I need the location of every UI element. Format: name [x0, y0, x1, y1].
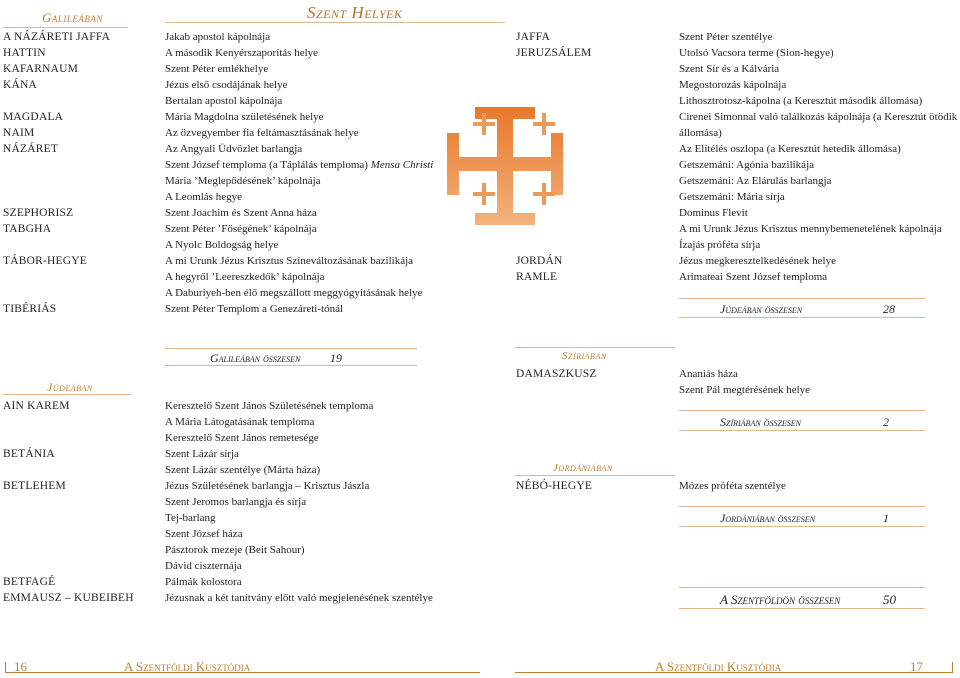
galilea-site-text: Szent Péter emlékhelye: [165, 63, 269, 75]
galilea-place-label: KÁNA: [3, 79, 38, 91]
galilea-place-label: A NÁZÁRETI JAFFA: [3, 31, 111, 43]
divider: [3, 27, 128, 28]
galilea-site-entry: [165, 61, 268, 77]
divider: [515, 347, 675, 348]
syria-site-entry: [679, 382, 810, 398]
galilea-site-text: A Nyolc Boldogság helye: [165, 239, 279, 251]
jerusalem-place-label: JAFFA: [516, 31, 551, 43]
galilea-site-text: A Daburiyeh-ben élő megszállott meggyógyításának helye: [165, 287, 423, 299]
galilea-site-entry: [165, 109, 324, 125]
jerusalem-site-entry: [679, 93, 922, 109]
judea-place-label: BETÁNIA: [3, 448, 55, 460]
judea-place-label: AIN KAREM: [3, 400, 70, 412]
galilea-site-entry: [165, 29, 270, 45]
jerusalem-site-entry: [679, 61, 779, 77]
judea-site-text: Szent Jeromos barlangja és sírja: [165, 496, 307, 508]
jerusalem-site-text: Getszemáni: Agónia bazilikája: [679, 159, 815, 171]
syria-site-text: Szent Pál megtérésének helye: [679, 384, 811, 396]
page-title: Szent Helyek: [307, 3, 403, 22]
judea-site-text: A Mária Látogatásának temploma: [165, 416, 315, 428]
jerusalem-site-text: Arimateai Szent József temploma: [679, 271, 828, 283]
divider: [165, 348, 417, 349]
divider: [3, 394, 131, 395]
jerusalem-site-text: Dominus Flevit: [679, 207, 748, 219]
galilea-site-text: Szent Péter Templom a Genezáreti-tónál: [165, 303, 344, 315]
jerusalem-site-text: Getszemáni: Mária sírja: [679, 191, 785, 203]
galilea-site-text: A hegyről ’Leereszkedők’ kápolnája: [165, 271, 325, 283]
judea-site-text: Jézus Születésének barlangja – Krisztus Jászla: [165, 480, 370, 492]
jerusalem-place-label: RAMLE: [516, 271, 558, 283]
footer-title-left: A Szentföldi Kusztódia: [124, 659, 251, 674]
syria-place-label: DAMASZKUSZ: [516, 368, 597, 380]
jerusalem-site-entry: [679, 29, 772, 45]
section-heading-jordan: Jordániában: [553, 462, 613, 474]
divider: [165, 22, 505, 23]
judea-site-entry: [165, 574, 242, 590]
galilea-site-entry: [165, 301, 343, 317]
section-heading-galilea: Galileában: [42, 10, 103, 25]
jerusalem-site-entry: [679, 157, 814, 173]
galilea-site-italic: Mensa Christi: [370, 159, 434, 171]
grand-total-label: A Szentföldön összesen: [720, 592, 841, 607]
divider: [679, 587, 925, 588]
judea-site-entry: [165, 590, 433, 606]
galilea-site-entry: [165, 125, 359, 141]
judea-site-entry: [165, 526, 243, 542]
galilea-site-text: Az Angyali Üdvözlet barlangja: [165, 143, 303, 155]
judea-site-entry: [165, 430, 319, 446]
galilea-site-entry: [165, 269, 325, 285]
galilea-site-entry: [165, 221, 317, 237]
jerusalem-site-text: Getszemáni: Az Elárulás barlangja: [679, 175, 832, 187]
jerusalem-site-entry: [679, 269, 827, 285]
page-number-left: 16: [14, 659, 27, 674]
jerusalem-site-text: A mi Urunk Jézus Krisztus mennybemenetelének kápolnája: [679, 223, 942, 235]
galilea-site-entry: [165, 285, 423, 301]
jerusalem-site-entry: [679, 221, 942, 237]
jerusalem-site-entry: [679, 253, 836, 269]
galilea-place-label: NAIM: [3, 127, 35, 139]
jordan-total-label: Jordániában összesen: [720, 511, 815, 525]
galilea-site-text: Mária ’Meglepődésének’ kápolnája: [165, 175, 321, 187]
jerusalem-site-text: Szent Sír és a Kálvária: [679, 63, 780, 75]
galilea-place-label: MAGDALA: [3, 111, 64, 123]
jerusalem-site-text: Utolsó Vacsora terme (Sion-hegye): [679, 47, 834, 59]
galilea-site-entry: [165, 93, 282, 109]
jordan-site-entry: [679, 478, 786, 494]
divider: [679, 298, 925, 299]
divider: [679, 608, 925, 609]
divider: [679, 526, 925, 527]
galilea-site-text: Jakab apostol kápolnája: [165, 31, 271, 43]
judea-site-text: Dávid ciszternája: [165, 560, 242, 572]
galilea-site-entry: [165, 237, 278, 253]
jerusalem-site-entry: [679, 45, 834, 61]
judea-site-text: Keresztelő Szent János Születésének temploma: [165, 400, 374, 412]
judea-site-text: Jézusnak a két tanítvány előtt való megjelenésének szentélye: [165, 592, 433, 604]
galilea-place-label: HATTIN: [3, 47, 46, 59]
galilea-site-text: Szent Péter ’Főségének’ kápolnája: [165, 223, 317, 235]
jerusalem-site-text: Jézus megkeresztelkedésének helye: [679, 255, 836, 267]
jerusalem-place-label: JERUZSÁLEM: [516, 47, 592, 59]
galilea-site-text: A második Kenyérszaporítás helye: [165, 47, 319, 59]
divider: [679, 430, 925, 431]
galilea-place-label: NÁZÁRET: [3, 143, 59, 155]
jerusalem-site-entry: [679, 205, 748, 221]
syria-total-label: Szíriában összesen: [720, 415, 801, 429]
jerusalem-site-text: Az Elítélés oszlopa (a Keresztút hetedik állomása): [679, 143, 901, 155]
jerusalem-site-entry: [679, 141, 901, 157]
syria-site-text: Ananiás háza: [679, 368, 738, 380]
galilea-site-entry: [165, 45, 318, 61]
footer-right-tick: [952, 662, 953, 672]
judea-site-text: Szent Lázár sírja: [165, 448, 239, 460]
jerusalem-site-entry: [679, 125, 722, 141]
judea-site-entry: [165, 478, 369, 494]
judea-site-entry: [165, 558, 242, 574]
galilea-site-text: Bertalan apostol kápolnája: [165, 95, 283, 107]
jerusalem-site-text: Szent Péter szentélye: [679, 31, 773, 43]
page-number-right: 17: [910, 659, 923, 674]
galilea-site-text: Jézus első csodájának helye: [165, 79, 288, 91]
galilea-site-text: A Leomlás hegye: [165, 191, 242, 203]
jerusalem-site-text: Megostorozás kápolnája: [679, 79, 787, 91]
galilea-site-entry: [165, 157, 433, 173]
judea-total-value: 28: [883, 302, 895, 316]
jerusalem-site-text: Lithosztrotosz-kápolna (a Keresztút második állomása): [679, 95, 923, 107]
galilea-site-entry: [165, 141, 302, 157]
divider: [679, 410, 925, 411]
grand-total-value: 50: [883, 592, 896, 607]
judea-site-entry: [165, 446, 239, 462]
jordan-place-label: NÉBÓ-HEGYE: [516, 480, 593, 492]
jordan-site-text: Mózes próféta szentélye: [679, 480, 786, 492]
galilea-place-label: TIBÉRIÁS: [3, 303, 57, 315]
section-heading-judea: Júdeában: [47, 380, 93, 394]
divider: [679, 506, 925, 507]
judea-site-text: Keresztelő Szent János remetesége: [165, 432, 319, 444]
judea-place-label: EMMAUSZ – KUBEIBEH: [3, 592, 134, 604]
judea-site-entry: [165, 462, 320, 478]
judea-site-text: Pásztorok mezeje (Beit Sahour): [165, 544, 305, 556]
galilea-site-entry: [165, 189, 242, 205]
syria-site-entry: [679, 366, 738, 382]
galilea-site-entry: [165, 173, 321, 189]
jerusalem-site-text: állomása): [679, 127, 722, 139]
galilea-place-label: SZEPHORISZ: [3, 207, 74, 219]
judea-site-entry: [165, 494, 306, 510]
galilea-place-label: TÁBOR-HEGYE: [3, 255, 87, 267]
jerusalem-site-entry: [679, 77, 786, 93]
judea-place-label: BETFAGÉ: [3, 576, 56, 588]
jerusalem-site-entry: [679, 237, 760, 253]
syria-total-value: 2: [883, 415, 889, 429]
footer-title-right: A Szentföldi Kusztódia: [655, 659, 782, 674]
judea-site-text: Tej-barlang: [165, 512, 216, 524]
judea-site-entry: [165, 542, 305, 558]
galilea-site-text: Szent Joachim és Szent Anna háza: [165, 207, 317, 219]
galilea-site-entry: [165, 205, 317, 221]
galilea-total-label: Galileában összesen: [210, 351, 301, 365]
judea-site-entry: [165, 398, 373, 414]
divider: [679, 317, 925, 318]
jerusalem-place-label: JORDÁN: [516, 255, 563, 267]
jerusalem-site-entry: [679, 173, 831, 189]
galilea-site-text: Mária Magdolna születésének helye: [165, 111, 324, 123]
galilea-site-text: A mi Urunk Jézus Krisztus Színeváltozásának bazilikája: [165, 255, 414, 267]
judea-site-text: Pálmák kolostora: [165, 576, 242, 588]
judea-place-label: BETLEHEM: [3, 480, 66, 492]
galilea-place-label: KAFARNAUM: [3, 63, 79, 75]
section-heading-syria: Szíriában: [562, 350, 607, 362]
divider: [165, 365, 417, 366]
judea-site-text: Szent Lázár szentélye (Márta háza): [165, 464, 321, 476]
galilea-site-entry: [165, 77, 287, 93]
galilea-site-text: Az özvegyember fia feltámasztásának helye: [165, 127, 359, 139]
galilea-place-label: TABGHA: [3, 223, 52, 235]
judea-site-entry: [165, 414, 314, 430]
divider: [515, 475, 675, 476]
jerusalem-cross-icon: [440, 95, 570, 235]
jerusalem-site-text: Ízajás próféta sírja: [679, 239, 761, 251]
footer-left-tick: [5, 662, 6, 672]
galilea-site-entry: [165, 253, 413, 269]
judea-total-label: Júdeában összesen: [720, 302, 803, 316]
judea-site-text: Szent József háza: [165, 528, 243, 540]
judea-site-entry: [165, 510, 216, 526]
jerusalem-site-entry: [679, 109, 957, 125]
galilea-total-value: 19: [330, 351, 342, 365]
galilea-site-text: Szent József temploma (a Táplálás temploma): [165, 159, 368, 171]
jordan-total-value: 1: [883, 511, 889, 525]
jerusalem-site-text: Cirenei Simonnal való találkozás kápolnája (a Keresztút ötödik: [679, 111, 958, 123]
jerusalem-site-entry: [679, 189, 785, 205]
